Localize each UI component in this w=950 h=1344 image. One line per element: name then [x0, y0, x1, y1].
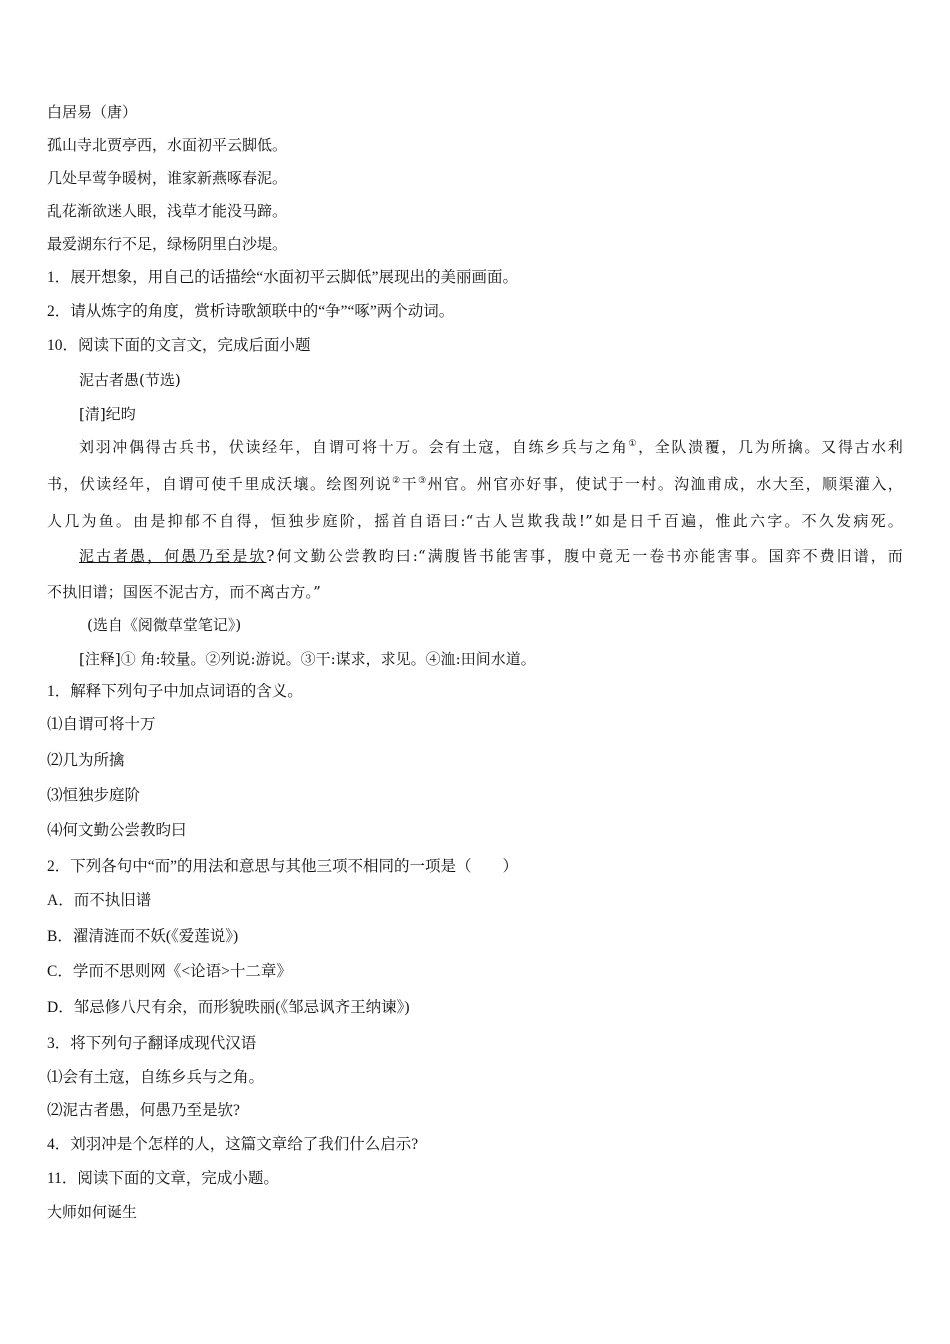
poem-line: 乱花渐欲迷人眼，浅草才能没马蹄。 [47, 202, 288, 220]
sub-question-item: ⑵几为所擒 [47, 752, 125, 769]
poem-question: 2．请从炼字的角度，赏析诗歌颔联中的“争”“啄”两个动词。 [47, 303, 455, 320]
passage-line: 书，伏读经年，自谓可使千里成沃壤。绘图列说②干③州官。州官亦好事，使试于一村。沟洫甫成，水大至，顺渠灌入， [47, 475, 903, 493]
poem-author: 白居易（唐） [47, 103, 138, 121]
option-c: C．学而不思则网《<论语>十二章》 [47, 963, 292, 980]
passage-author: [清]纪昀 [79, 405, 136, 423]
poem-line: 最爱湖东行不足，绿杨阴里白沙堤。 [47, 235, 288, 253]
passage-notes: [注释]① 角:较量。②列说:游说。③干:谋求，求见。④洫:田间水道。 [79, 650, 536, 668]
sub-question: 1．解释下列句子中加点词语的含义。 [47, 683, 303, 700]
sub-question-item: ⑴自谓可将十万 [47, 716, 156, 733]
passage-source: (选自《阅微草堂笔记》) [87, 616, 242, 634]
sub-question-item: ⑷何文勤公尝教昀曰 [47, 822, 187, 839]
passage-line: 人几为鱼。由是抑郁不自得，恒独步庭阶，摇首自语曰:“古人岂欺我哉!”如是日千百遍，惟此六字。不久发病死。 [47, 512, 903, 530]
poem-question: 1．展开想象，用自己的话描绘“水面初平云脚低”展现出的美丽画面。 [47, 269, 519, 286]
poem-line: 孤山寺北贾亭西，水面初平云脚低。 [47, 136, 288, 154]
option-d: D．邹忌修八尺有余，而形貌昳丽(《邹忌讽齐王纳谏》) [47, 999, 410, 1016]
passage-line: 泥古者愚，何愚乃至是欤?何文勤公尝教昀曰:“满腹皆书能害事，腹中竟无一卷书亦能害事。国弈不费旧谱，而 [79, 547, 903, 565]
sub-question-item: ⑶恒独步庭阶 [47, 787, 141, 804]
question-10-heading: 10．阅读下面的文言文，完成后面小题 [47, 337, 311, 354]
underlined-sentence: 泥古者愚，何愚乃至是欤 [79, 547, 267, 565]
sub-question: 4．刘羽冲是个怎样的人，这篇文章给了我们什么启示? [47, 1136, 419, 1153]
option-b: B．濯清涟而不妖(《爱莲说》) [47, 928, 239, 945]
passage-line: 不执旧谱；国医不泥古方，而不离古方。” [47, 583, 321, 601]
passage-title: 泥古者愚(节选) [79, 371, 181, 389]
option-a: A．而不执旧谱 [47, 892, 152, 909]
sub-question-item: ⑴会有土寇，自练乡兵与之角。 [47, 1069, 265, 1086]
sub-question: 2．下列各句中“而”的用法和意思与其他三项不相同的一项是（ ） [47, 858, 519, 875]
sub-question: 3．将下列句子翻译成现代汉语 [47, 1035, 257, 1052]
poem-line: 几处早莺争暖树，谁家新燕啄春泥。 [47, 169, 288, 187]
passage-line: 刘羽冲偶得古兵书，伏读经年，自谓可将十万。会有土寇，自练乡兵与之角①，全队溃覆，几为所擒。又得古水利 [79, 438, 903, 456]
sub-question-item: ⑵泥古者愚，何愚乃至是欤? [47, 1102, 240, 1119]
question-11-heading: 11．阅读下面的文章，完成小题。 [47, 1170, 279, 1187]
article-title: 大师如何诞生 [47, 1203, 138, 1221]
